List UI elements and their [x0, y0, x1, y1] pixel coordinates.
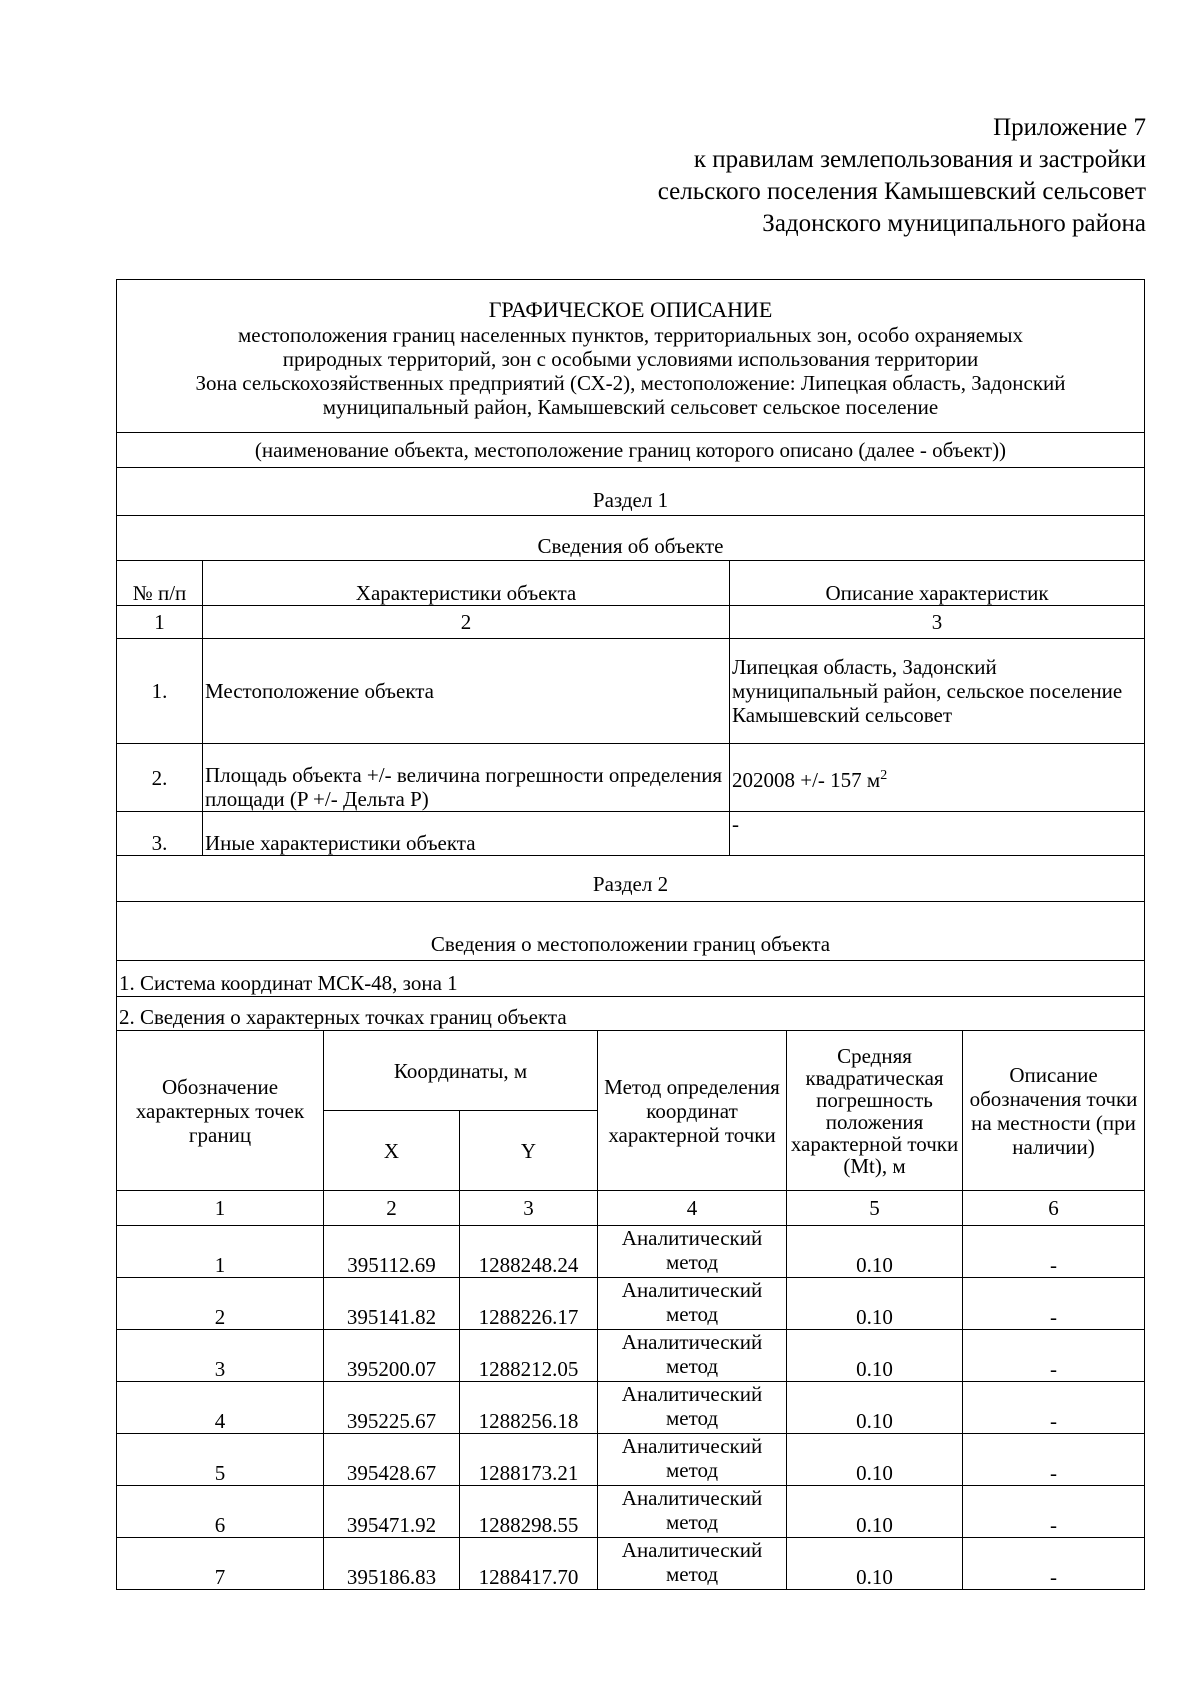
method-text: Аналитический метод: [621, 1278, 763, 1325]
table-row: [117, 1278, 1145, 1330]
appendix-line-3: сельского поселения Камышевский сельсовет: [657, 178, 1146, 205]
col-number: 1: [117, 1191, 324, 1226]
area-value: 202008 +/- 157 м: [732, 767, 881, 792]
header-error: Средняя квадратическая погрешность положения характерной точки (Mt), м: [787, 1031, 963, 1191]
point-y: 1288417.70: [460, 1538, 598, 1590]
point-x: 395186.83: [324, 1538, 460, 1590]
point-mt: 0.10: [787, 1382, 963, 1434]
section2-label: Раздел 2: [592, 872, 669, 896]
points-title-row: [116, 996, 1145, 1030]
section1-label-row: [116, 467, 1145, 515]
section1-name-row: [116, 515, 1145, 560]
table-row: [117, 812, 1145, 856]
point-x: 395428.67: [324, 1434, 460, 1486]
point-x: 395141.82: [324, 1278, 460, 1330]
point-id: 4: [117, 1382, 324, 1434]
col-number: 1: [117, 606, 203, 639]
title-line-1: местоположения границ населенных пунктов, территориальных зон, особо охраняемых: [237, 323, 1024, 347]
characteristic-name: Площадь объекта +/- величина погрешности определения площади (P +/- Дельта P): [203, 744, 730, 812]
point-method: [598, 1226, 787, 1278]
point-y: 1288226.17: [460, 1278, 598, 1330]
method-text: Аналитический метод: [621, 1434, 763, 1481]
point-description: -: [963, 1538, 1145, 1590]
title-block: [116, 279, 1145, 432]
col-number: 3: [460, 1191, 598, 1226]
point-id: 3: [117, 1330, 324, 1382]
row-number: 3.: [117, 812, 203, 856]
object-caption: (наименование объекта, местоположение границ которого описано (далее - объект)): [254, 438, 1007, 462]
appendix-line-2: к правилам землепользования и застройки: [693, 146, 1146, 173]
characteristic-name: Иные характеристики объекта: [203, 812, 730, 856]
method-text: Аналитический метод: [621, 1382, 763, 1429]
object-info-header-row: [117, 561, 1145, 606]
section2-label-row: [116, 856, 1145, 901]
point-description: -: [963, 1330, 1145, 1382]
table-row: [117, 1486, 1145, 1538]
point-y: 1288212.05: [460, 1330, 598, 1382]
point-id: 1: [117, 1226, 324, 1278]
point-description: -: [963, 1382, 1145, 1434]
header-designation: Обозначение характерных точек границ: [117, 1031, 324, 1191]
point-id: 7: [117, 1538, 324, 1590]
point-method: [598, 1486, 787, 1538]
point-id: 2: [117, 1278, 324, 1330]
point-x: 395225.67: [324, 1382, 460, 1434]
characteristic-name: Местоположение объекта: [203, 639, 730, 744]
point-method: [598, 1538, 787, 1590]
method-text: Аналитический метод: [621, 1330, 763, 1377]
object-info-table: [116, 560, 1145, 856]
point-y: 1288256.18: [460, 1382, 598, 1434]
header-y: Y: [460, 1111, 598, 1191]
characteristic-value: Липецкая область, Задонский муниципальный район, сельское поселение Камышевский сельсовет: [730, 639, 1145, 744]
table-row: [117, 1382, 1145, 1434]
point-x: 395200.07: [324, 1330, 460, 1382]
method-text: Аналитический метод: [621, 1486, 763, 1533]
appendix-number: Приложение 7: [993, 114, 1146, 141]
header-coords: Координаты, м: [324, 1031, 598, 1111]
method-text: Аналитический метод: [621, 1226, 763, 1273]
title-line-3: Зона сельскохозяйственных предприятий (СХ-2), местоположение: Липецкая область, Задонский: [195, 371, 1066, 395]
point-description: -: [963, 1278, 1145, 1330]
point-method: [598, 1382, 787, 1434]
coord-system-row: [116, 960, 1145, 996]
title-line-2: природных территорий, зон с особыми условиями использования территории: [282, 347, 979, 371]
points-header-row: [117, 1031, 1145, 1111]
point-description: -: [963, 1226, 1145, 1278]
point-mt: 0.10: [787, 1486, 963, 1538]
points-table: [116, 1030, 1145, 1590]
row-number: 2.: [117, 744, 203, 812]
header-x: X: [324, 1111, 460, 1191]
header-num: № п/п: [117, 561, 203, 606]
object-info-colnum-row: [117, 606, 1145, 639]
point-method: [598, 1278, 787, 1330]
row-number: 1.: [117, 639, 203, 744]
point-mt: 0.10: [787, 1330, 963, 1382]
table-row: [117, 1330, 1145, 1382]
section1-label: Раздел 1: [592, 488, 669, 512]
point-mt: 0.10: [787, 1226, 963, 1278]
point-y: 1288248.24: [460, 1226, 598, 1278]
table-row: [117, 639, 1145, 744]
document-frame: [116, 279, 1145, 1590]
col-number: 3: [730, 606, 1145, 639]
section2-name: Сведения о местоположении границ объекта: [430, 932, 831, 956]
points-colnum-row: [117, 1191, 1145, 1226]
document-title: ГРАФИЧЕСКОЕ ОПИСАНИЕ: [488, 297, 773, 322]
point-method: [598, 1330, 787, 1382]
points-title: 2. Сведения о характерных точках границ объекта: [119, 1005, 567, 1029]
appendix-header: [526, 112, 1146, 240]
method-text: Аналитический метод: [621, 1538, 763, 1585]
header-point-description: Описание обозначения точки на местности (при наличии): [963, 1031, 1145, 1191]
point-y: 1288298.55: [460, 1486, 598, 1538]
point-id: 5: [117, 1434, 324, 1486]
section2-name-row: [116, 901, 1145, 960]
col-number: 2: [324, 1191, 460, 1226]
point-method: [598, 1434, 787, 1486]
area-unit-exponent: 2: [880, 767, 888, 783]
characteristic-value: -: [730, 812, 1145, 856]
characteristic-value: [730, 744, 1145, 812]
object-caption-row: [116, 432, 1145, 467]
table-row: [117, 1538, 1145, 1590]
point-mt: 0.10: [787, 1538, 963, 1590]
header-description: Описание характеристик: [730, 561, 1145, 606]
table-row: [117, 1226, 1145, 1278]
title-line-4: муниципальный район, Камышевский сельсовет сельское поселение: [322, 395, 939, 419]
header-characteristic: Характеристики объекта: [203, 561, 730, 606]
appendix-line-4: Задонского муниципального района: [762, 210, 1146, 237]
point-y: 1288173.21: [460, 1434, 598, 1486]
point-x: 395112.69: [324, 1226, 460, 1278]
point-description: -: [963, 1486, 1145, 1538]
col-number: 4: [598, 1191, 787, 1226]
coord-system: 1. Система координат МСК-48, зона 1: [119, 971, 458, 995]
table-row: [117, 744, 1145, 812]
point-id: 6: [117, 1486, 324, 1538]
point-mt: 0.10: [787, 1278, 963, 1330]
col-number: 5: [787, 1191, 963, 1226]
point-description: -: [963, 1434, 1145, 1486]
point-x: 395471.92: [324, 1486, 460, 1538]
point-mt: 0.10: [787, 1434, 963, 1486]
col-number: 6: [963, 1191, 1145, 1226]
table-row: [117, 1434, 1145, 1486]
header-method: Метод определения координат характерной точки: [598, 1031, 787, 1191]
section1-name: Сведения об объекте: [537, 534, 724, 558]
points-body: [117, 1226, 1145, 1590]
col-number: 2: [203, 606, 730, 639]
